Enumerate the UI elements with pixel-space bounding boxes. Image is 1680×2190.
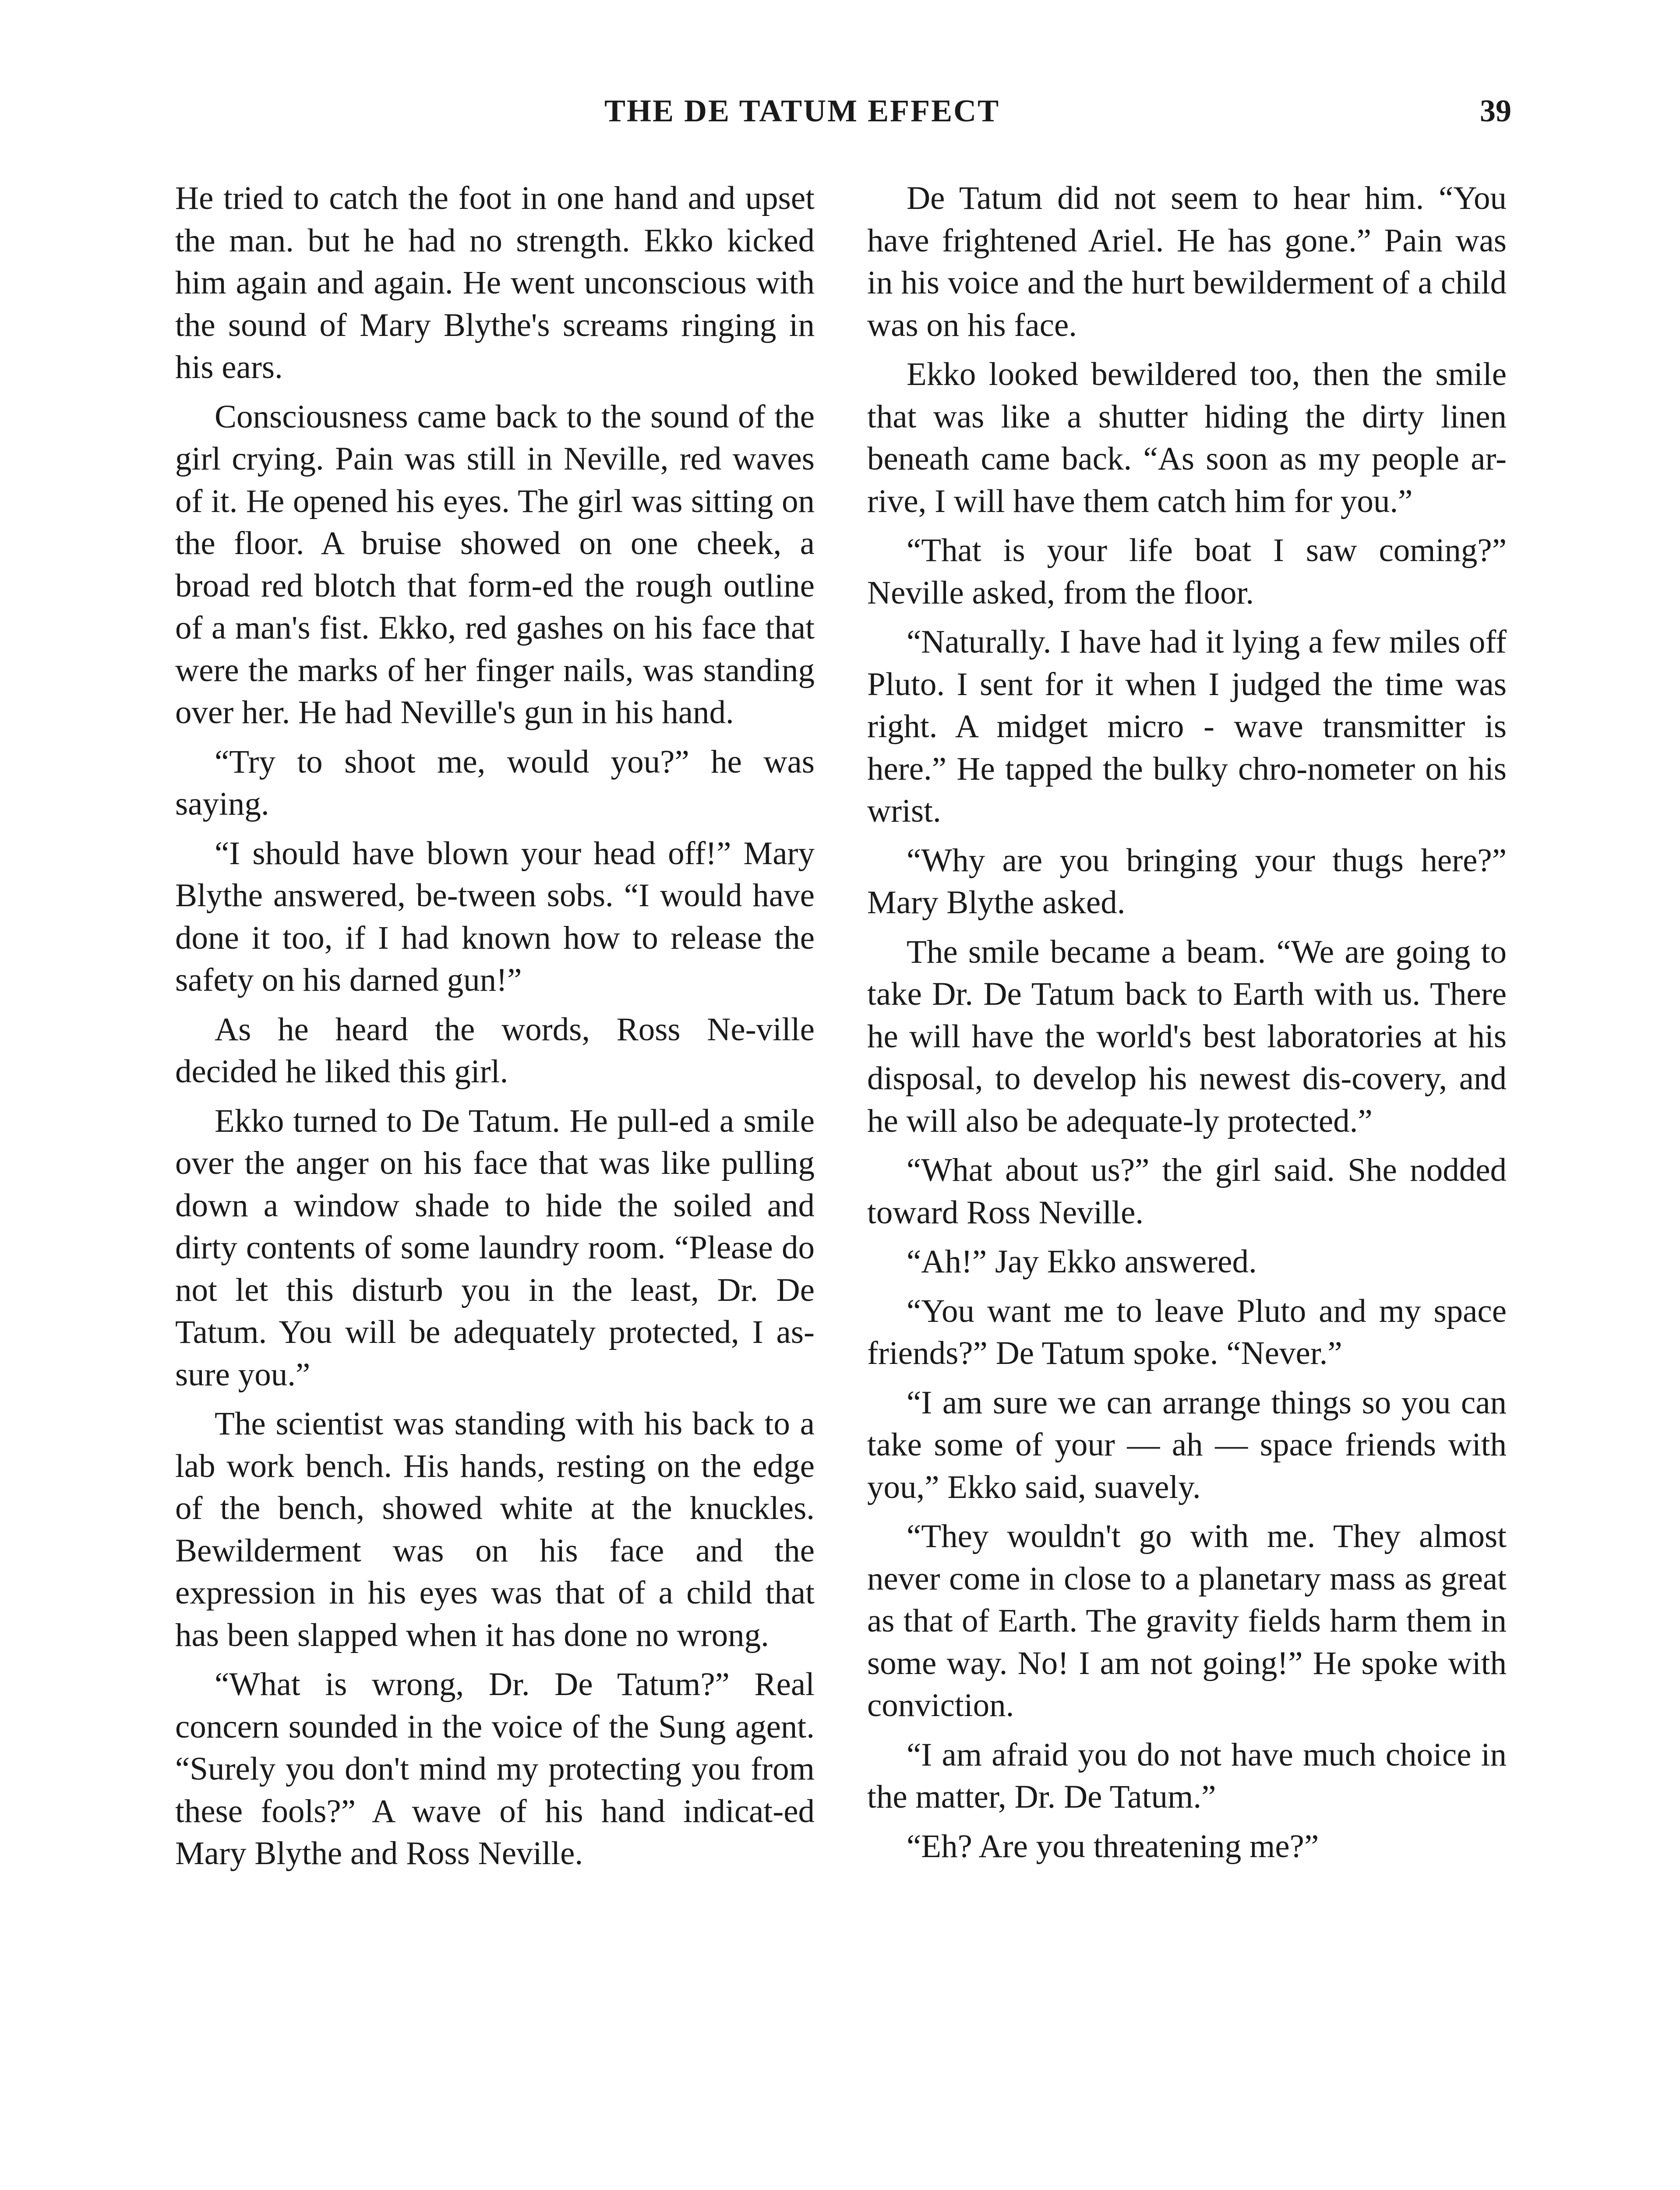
paragraph: “Ah!” Jay Ekko answered. xyxy=(907,1243,1257,1280)
paragraph: “What about us?” the girl said. She nodded toward Ross Neville. xyxy=(867,1152,1507,1231)
paragraph: Ekko looked bewildered too, then the smile that was like a shutter hiding the dirty linen beneath came back. “As soon as my people ar-rive, I will have them catch him for you.” xyxy=(867,356,1507,519)
paragraph: Ekko turned to De Tatum. He pull-ed a smile over the anger on his face that was like pulling down a window shade to hide the soiled and dirty contents of some laundry room. “Please do not let this disturb you in the least, Dr. De Tatum. You will be adequately protected, I as-sure you.” xyxy=(175,1102,815,1393)
paragraph: De Tatum did not seem to hear him. “You have frightened Ariel. He has gone.” Pain was in his voice and the hurt bewilderment of a child was on his face. xyxy=(867,180,1507,343)
paragraph: As he heard the words, Ross Ne-ville decided he liked this girl. xyxy=(175,1011,815,1090)
paragraph: “That is your life boat I saw coming?” Neville asked, from the floor. xyxy=(867,532,1507,611)
paragraph: “You want me to leave Pluto and my space friends?” De Tatum spoke. “Never.” xyxy=(867,1293,1507,1371)
paragraph: “What is wrong, Dr. De Tatum?” Real concern sounded in the voice of the Sung agent. “Surely you don't mind my protecting you from these fools?” A wave of his hand indicat-ed Mary Blythe and Ross Neville. xyxy=(175,1666,815,1872)
paragraph: “Naturally. I have had it lying a few miles off Pluto. I sent for it when I judged the time was right. A midget micro - wave transmitter is here.” He tapped the bulky chro-nometer on his wrist. xyxy=(867,624,1507,829)
paragraph: He tried to catch the foot in one hand and upset the man. but he had no strength. Ekko kicked him again and again. He went unconscious with the sound of Mary Blythe's screams ringing in his ears. xyxy=(175,180,815,385)
right-column xyxy=(867,177,1507,1875)
paragraph: “I am sure we can arrange things so you can take some of your — ah — space friends with you,” Ekko said, suavely. xyxy=(867,1384,1507,1505)
paragraph: “Why are you bringing your thugs here?” Mary Blythe asked. xyxy=(867,842,1507,921)
paragraph: The smile became a beam. “We are going to take Dr. De Tatum back to Earth with us. There he will have the world's best laboratories at his disposal, to develop his newest dis-covery, and he will also be adequate-ly protected.” xyxy=(867,933,1507,1139)
paragraph: “Try to shoot me, would you?” he was saying. xyxy=(175,743,815,822)
paragraph: The scientist was standing with his back to a lab work bench. His hands, resting on the edge of the bench, showed white at the knuckles. Bewilderment was on his face and the expression in his eyes was that of a child that has been slapped when it has done no wrong. xyxy=(175,1406,815,1653)
paragraph: “Eh? Are you threatening me?” xyxy=(907,1828,1319,1865)
paragraph: “I am afraid you do not have much choice in the matter, Dr. De Tatum.” xyxy=(867,1736,1507,1815)
paragraph: “They wouldn't go with me. They almost never come in close to a planetary mass as great as that of Earth. The gravity fields harm them in some way. No! I am not going!” He spoke with conviction. xyxy=(867,1518,1507,1724)
page-number: 39 xyxy=(1480,93,1511,128)
paragraph: Consciousness came back to the sound of the girl crying. Pain was still in Neville, red waves of it. He opened his eyes. The girl was sitting on the floor. A bruise showed on one cheek, a broad red blotch that form-ed the rough outline of a man's fist. Ekko, red gashes on his face that were the marks of her finger nails, was standing over her. He had Neville's gun in his hand. xyxy=(175,398,815,731)
running-header-title: THE DE TATUM EFFECT xyxy=(604,93,1000,128)
left-column xyxy=(175,177,815,1882)
paragraph: “I should have blown your head off!” Mary Blythe answered, be-tween sobs. “I would have done it too, if I had known how to release the safety on his darned gun!” xyxy=(175,835,815,998)
